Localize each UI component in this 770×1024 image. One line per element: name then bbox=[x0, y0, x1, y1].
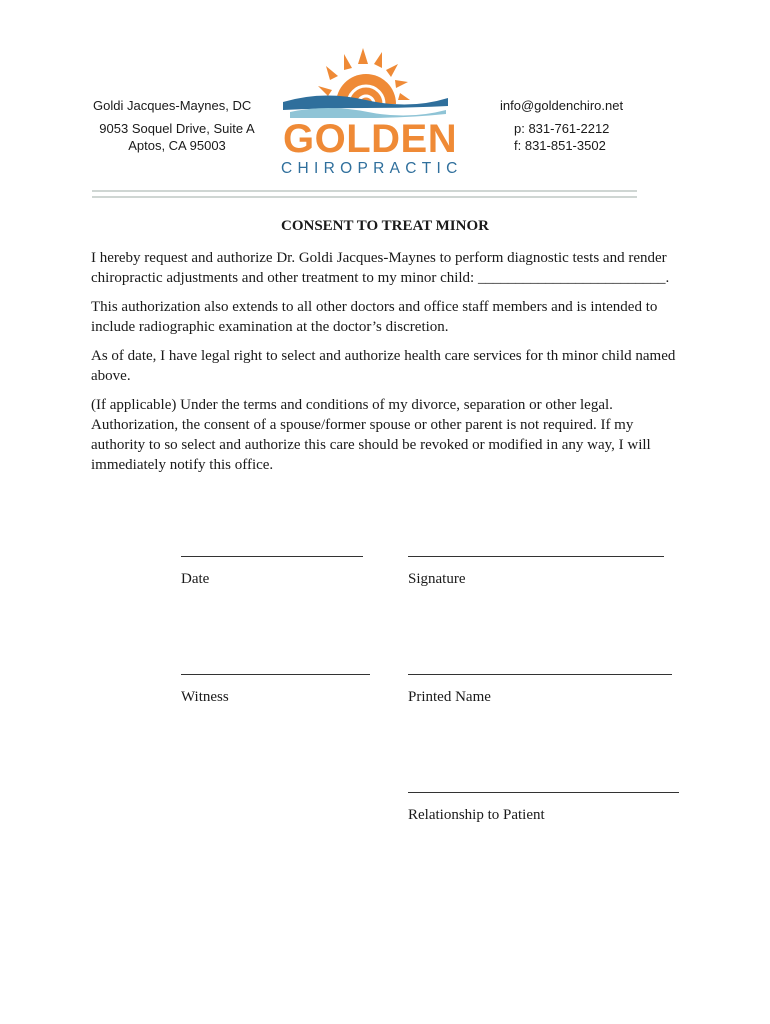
document-title: CONSENT TO TREAT MINOR bbox=[281, 218, 489, 234]
witness-line[interactable] bbox=[181, 674, 370, 675]
fax-number: f: 831-851-3502 bbox=[514, 138, 606, 153]
legal-right-paragraph: As of date, I have legal right to select and authorize health care services for th minor child named above. bbox=[91, 348, 676, 384]
relationship-label: Relationship to Patient bbox=[408, 807, 545, 823]
printed-name-line[interactable] bbox=[408, 674, 672, 675]
logo-wordmark: GOLDEN bbox=[283, 117, 458, 161]
authorization-paragraph: I hereby request and authorize Dr. Goldi Jacques-Maynes to perform diagnostic tests and render chiropractic adjustments and other treatment to my minor child: _________________________. bbox=[91, 250, 670, 286]
practice-info bbox=[93, 97, 261, 154]
extension-paragraph: This authorization also extends to all other doctors and office staff members and is intended to include radiographic examination at the doctor’s discretion. bbox=[91, 299, 658, 335]
contact-info bbox=[500, 97, 623, 154]
header-divider-bottom bbox=[92, 196, 637, 198]
practice-address bbox=[93, 120, 261, 154]
header-divider-top bbox=[92, 190, 637, 192]
email-address: info@goldenchiro.net bbox=[500, 98, 624, 113]
date-line[interactable] bbox=[181, 556, 363, 557]
printed-name-label: Printed Name bbox=[408, 689, 491, 705]
logo-subtitle: CHIROPRACTIC bbox=[281, 160, 463, 177]
date-label: Date bbox=[181, 571, 210, 587]
signature-line[interactable] bbox=[408, 556, 664, 557]
signature-label: Signature bbox=[408, 571, 466, 587]
witness-label: Witness bbox=[181, 689, 229, 705]
phone-numbers bbox=[514, 120, 623, 154]
doctor-name: Goldi Jacques-Maynes, DC bbox=[93, 98, 252, 113]
custody-paragraph: (If applicable) Under the terms and conditions of my divorce, separation or other legal. Authorization, the consent of a spouse/former spouse or other parent is not required. If my authority to so select and authorize this care should be revoked or modified in any way, I will immediately notify this office. bbox=[91, 397, 651, 473]
relationship-line[interactable] bbox=[408, 792, 679, 793]
address-line-1: 9053 Soquel Drive, Suite A bbox=[99, 121, 255, 136]
address-line-2: Aptos, CA 95003 bbox=[128, 138, 226, 153]
phone-number: p: 831-761-2212 bbox=[514, 121, 610, 136]
